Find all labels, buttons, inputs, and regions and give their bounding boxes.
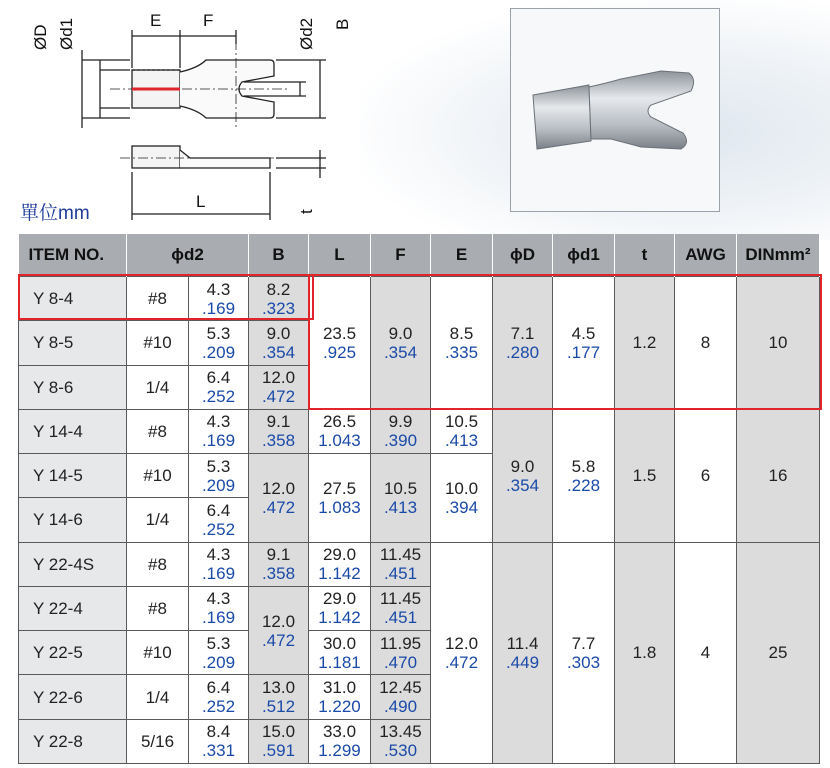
item-cell: Y 14-6 (19, 498, 127, 542)
inch-value: .228 (566, 475, 601, 495)
mm-value: 12.0 (261, 478, 296, 498)
inch-value: .530 (383, 741, 418, 761)
awg-cell: 6 (675, 409, 737, 542)
t-cell: 1.8 (615, 542, 675, 763)
inch-value: .390 (383, 431, 418, 451)
mm-value: 5.8 (571, 456, 596, 476)
label-t: t (297, 209, 316, 214)
mm-value: 9.1 (266, 545, 291, 565)
f-cell (371, 542, 431, 586)
item-cell: Y 8-5 (19, 321, 127, 365)
mm-value: 13.45 (379, 722, 422, 742)
din-cell: 10 (737, 277, 820, 410)
mm-value: 31.0 (322, 678, 357, 698)
mm-value: 11.45 (379, 545, 422, 565)
mm-value: 26.5 (322, 412, 357, 432)
d1-cell (553, 277, 615, 410)
item-cell: Y 22-5 (19, 631, 127, 675)
mm-value: 29.0 (322, 589, 357, 609)
stud-cell: #8 (127, 409, 189, 453)
header-D: ϕD (493, 234, 553, 277)
header-F: F (371, 234, 431, 277)
inch-value: .177 (566, 342, 601, 362)
unit-label: 單位mm (20, 203, 90, 224)
l-cell (309, 454, 371, 543)
mm-value: 12.0 (261, 368, 296, 388)
header-din: DINmm² (737, 234, 820, 277)
e-cell (431, 409, 493, 453)
stud-cell: #8 (127, 586, 189, 630)
mm-value: 4.3 (206, 545, 231, 565)
f-cell (371, 675, 431, 719)
inch-value: .209 (201, 475, 236, 495)
header-item-no: ITEM NO. (19, 234, 127, 277)
mm-value: 30.0 (322, 633, 357, 653)
mm-value: 4.5 (571, 323, 596, 343)
mm-value: 12.0 (261, 611, 296, 631)
stud-cell: #10 (127, 454, 189, 498)
header-t: t (615, 234, 675, 277)
label-B: B (333, 18, 352, 30)
label-d2: Ød2 (297, 17, 316, 50)
mm-value: 6.4 (206, 678, 231, 698)
d2-cell (189, 409, 249, 453)
inch-value: 1.181 (318, 652, 361, 672)
mm-value: 4.3 (206, 589, 231, 609)
l-cell (309, 631, 371, 675)
item-cell: Y 8-4 (19, 277, 127, 321)
d2-cell (189, 498, 249, 542)
mm-value: 11.45 (379, 589, 422, 609)
inch-value: .449 (505, 652, 540, 672)
mm-value: 10.0 (444, 478, 479, 498)
label-D: ØD (31, 24, 50, 50)
b-cell (249, 321, 309, 365)
item-cell: Y 22-4 (19, 586, 127, 630)
mm-value: 8.2 (266, 279, 291, 299)
b-cell (249, 586, 309, 675)
f-cell (371, 409, 431, 453)
mm-value: 6.4 (206, 368, 231, 388)
header-d2: ϕd2 (127, 234, 249, 277)
d2-cell (189, 542, 249, 586)
inch-value: .451 (383, 608, 418, 628)
inch-value: .354 (383, 342, 418, 362)
d2-cell (189, 675, 249, 719)
l-cell (309, 409, 371, 453)
mm-value: 12.45 (379, 678, 422, 698)
inch-value: 1.220 (318, 697, 361, 717)
f-cell (371, 586, 431, 630)
inch-value: 1.142 (318, 564, 361, 584)
header-d1: ϕd1 (553, 234, 615, 277)
inch-value: .335 (444, 342, 479, 362)
b-cell (249, 277, 309, 321)
item-cell: Y 22-4S (19, 542, 127, 586)
inch-value: .252 (201, 519, 236, 539)
d2-cell (189, 719, 249, 763)
l-cell (309, 542, 371, 586)
f-cell (371, 277, 431, 410)
t-cell: 1.2 (615, 277, 675, 410)
D-cell (493, 277, 553, 410)
stud-cell: 1/4 (127, 498, 189, 542)
b-cell (249, 542, 309, 586)
mm-value: 9.0 (266, 323, 291, 343)
inch-value: .169 (201, 564, 236, 584)
inch-value: .169 (201, 431, 236, 451)
spec-table (18, 234, 820, 764)
inch-value: 1.299 (318, 741, 361, 761)
table-row (19, 542, 820, 586)
mm-value: 29.0 (322, 545, 357, 565)
label-L: L (196, 192, 206, 211)
inch-value: .413 (383, 497, 418, 517)
stud-cell: #10 (127, 631, 189, 675)
mm-value: 23.5 (322, 323, 357, 343)
item-cell: Y 22-6 (19, 675, 127, 719)
header-awg: AWG (675, 234, 737, 277)
awg-cell: 4 (675, 542, 737, 763)
item-cell: Y 14-5 (19, 454, 127, 498)
d1-cell (553, 409, 615, 542)
b-cell (249, 454, 309, 543)
spade-terminal-image (511, 9, 719, 211)
inch-value: .169 (201, 298, 236, 318)
inch-value: .413 (444, 431, 479, 451)
d2-cell (189, 586, 249, 630)
stud-cell: 1/4 (127, 365, 189, 409)
D-cell (493, 409, 553, 542)
inch-value: .490 (383, 697, 418, 717)
mm-value: 7.7 (571, 633, 596, 653)
mm-value: 9.0 (388, 323, 413, 343)
mm-value: 9.0 (510, 456, 535, 476)
inch-value: .472 (261, 387, 296, 407)
d2-cell (189, 631, 249, 675)
stud-cell: #8 (127, 277, 189, 321)
mm-value: 9.1 (266, 412, 291, 432)
l-cell (309, 586, 371, 630)
f-cell (371, 454, 431, 543)
stud-cell: #10 (127, 321, 189, 365)
din-cell: 25 (737, 542, 820, 763)
label-F: F (203, 11, 214, 30)
inch-value: 1.083 (318, 497, 361, 517)
inch-value: .252 (201, 387, 236, 407)
mm-value: 6.4 (206, 500, 231, 520)
inch-value: .358 (261, 431, 296, 451)
din-cell: 16 (737, 409, 820, 542)
product-photo (510, 8, 720, 212)
mm-value: 9.9 (388, 412, 413, 432)
inch-value: .209 (201, 342, 236, 362)
d2-cell (189, 277, 249, 321)
stud-cell: 1/4 (127, 675, 189, 719)
mm-value: 8.4 (206, 722, 231, 742)
label-d1: Ød1 (57, 17, 76, 50)
inch-value: .354 (505, 475, 540, 495)
mm-value: 5.3 (206, 323, 231, 343)
l-cell (309, 675, 371, 719)
table-row (19, 277, 820, 321)
l-cell (309, 719, 371, 763)
inch-value: .470 (383, 652, 418, 672)
b-cell (249, 675, 309, 719)
awg-cell: 8 (675, 277, 737, 410)
mm-value: 10.5 (383, 478, 418, 498)
f-cell (371, 631, 431, 675)
b-cell (249, 365, 309, 409)
f-cell (371, 719, 431, 763)
label-E: E (150, 11, 162, 30)
mm-value: 8.5 (449, 323, 474, 343)
t-cell: 1.5 (615, 409, 675, 542)
inch-value: .331 (201, 741, 236, 761)
header-B: B (249, 234, 309, 277)
b-cell (249, 409, 309, 453)
d2-cell (189, 365, 249, 409)
inch-value: .591 (261, 741, 296, 761)
D-cell (493, 542, 553, 763)
stud-cell: #8 (127, 542, 189, 586)
table-row (19, 409, 820, 453)
mm-value: 5.3 (206, 456, 231, 476)
e-cell (431, 454, 493, 543)
mm-value: 7.1 (510, 323, 535, 343)
table-header-row (19, 234, 820, 277)
inch-value: .394 (444, 497, 479, 517)
d2-cell (189, 454, 249, 498)
inch-value: .209 (201, 652, 236, 672)
inch-value: .358 (261, 564, 296, 584)
inch-value: .323 (261, 298, 296, 318)
mm-value: 27.5 (322, 478, 357, 498)
inch-value: .472 (261, 497, 296, 517)
inch-value: .472 (444, 652, 479, 672)
l-cell (309, 277, 371, 410)
inch-value: 1.043 (318, 431, 361, 451)
inch-value: 1.142 (318, 608, 361, 628)
inch-value: .169 (201, 608, 236, 628)
item-cell: Y 22-8 (19, 719, 127, 763)
mm-value: 5.3 (206, 633, 231, 653)
mm-value: 12.0 (444, 633, 479, 653)
inch-value: .303 (566, 652, 601, 672)
d1-cell (553, 542, 615, 763)
inch-value: .925 (322, 342, 357, 362)
header-E: E (431, 234, 493, 277)
mm-value: 33.0 (322, 722, 357, 742)
inch-value: .280 (505, 342, 540, 362)
item-cell: Y 14-4 (19, 409, 127, 453)
mm-value: 15.0 (261, 722, 296, 742)
mm-value: 11.95 (379, 633, 422, 653)
mm-value: 10.5 (444, 412, 479, 432)
stud-cell: 5/16 (127, 719, 189, 763)
mm-value: 4.3 (206, 412, 231, 432)
e-cell (431, 277, 493, 410)
mm-value: 4.3 (206, 279, 231, 299)
inch-value: .512 (261, 697, 296, 717)
e-cell (431, 542, 493, 763)
item-cell: Y 8-6 (19, 365, 127, 409)
mm-value: 11.4 (506, 633, 539, 653)
inch-value: .354 (261, 342, 296, 362)
inch-value: .451 (383, 564, 418, 584)
mm-value: 13.0 (261, 678, 296, 698)
header-L: L (309, 234, 371, 277)
b-cell (249, 719, 309, 763)
inch-value: .472 (261, 630, 296, 650)
d2-cell (189, 321, 249, 365)
inch-value: .252 (201, 697, 236, 717)
